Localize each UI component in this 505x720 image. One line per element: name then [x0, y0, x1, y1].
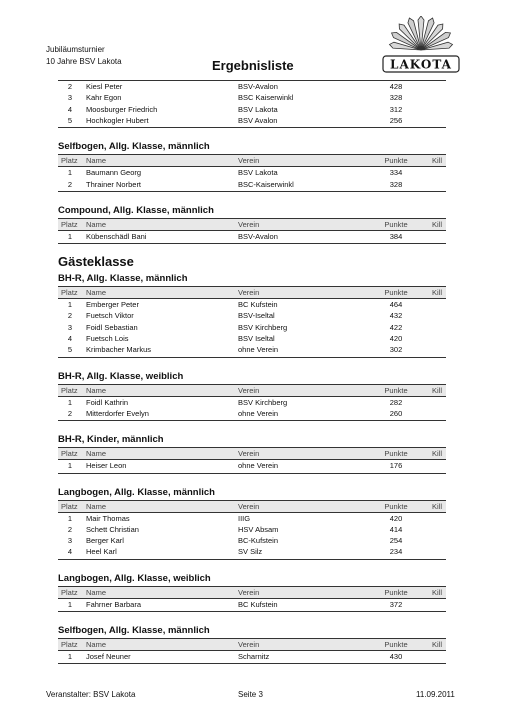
table-row	[58, 81, 446, 92]
table-row	[58, 524, 446, 535]
col-verein-header: Verein	[238, 288, 260, 298]
col-kill-header: Kill	[431, 640, 442, 649]
rank-cell: 1	[67, 461, 73, 471]
rank-cell: 3	[67, 536, 73, 546]
name-cell: Emberger Peter	[86, 300, 139, 310]
name-cell: Mair Thomas	[86, 513, 130, 523]
col-punkte-header: Punkte	[384, 385, 408, 395]
table-header-row	[58, 154, 446, 167]
col-kill-header: Kill	[431, 156, 442, 166]
table-row	[58, 344, 446, 355]
points-cell: 422	[389, 322, 403, 332]
table-row	[58, 92, 446, 103]
page-title: Ergebnisliste	[212, 58, 294, 73]
col-punkte-header: Punkte	[384, 156, 408, 166]
table-bottom-rule	[58, 663, 446, 664]
col-punkte-header: Punkte	[384, 219, 408, 229]
table-row	[58, 599, 446, 610]
col-verein-header: Verein	[238, 501, 260, 511]
section-heading: Langbogen, Allg. Klasse, männlich	[58, 486, 215, 498]
col-verein-header: Verein	[238, 587, 260, 597]
club-cell: BSV Lakota	[238, 168, 278, 178]
club-cell: BSV-Avalon	[238, 82, 278, 91]
name-cell: Foidl Sebastian	[86, 322, 138, 332]
rank-cell: 5	[67, 345, 73, 355]
rank-cell: 5	[67, 115, 73, 125]
group-heading: Gästeklasse	[58, 254, 134, 270]
name-cell: Heiser Leon	[86, 461, 127, 471]
club-cell: BSV-Iseltal	[238, 311, 275, 321]
col-platz-header: Platz	[61, 501, 78, 511]
club-cell: BSC-Kaiserwinkl	[238, 179, 294, 189]
table-row	[58, 535, 446, 546]
col-punkte-header: Punkte	[384, 640, 408, 649]
name-cell: Thrainer Norbert	[86, 179, 142, 189]
table-header-row	[58, 218, 446, 231]
points-cell: 464	[389, 300, 403, 310]
points-cell: 302	[389, 345, 403, 355]
table-row	[58, 310, 446, 321]
rank-cell: 3	[67, 322, 73, 332]
club-cell: ohne Verein	[238, 461, 279, 471]
col-verein-header: Verein	[238, 640, 260, 649]
logo-feathers	[389, 16, 453, 53]
points-cell: 312	[389, 104, 403, 114]
name-cell: Josef Neuner	[86, 652, 131, 661]
table-bottom-rule	[58, 191, 446, 192]
rank-cell: 4	[67, 104, 73, 114]
col-kill-header: Kill	[431, 219, 442, 229]
club-cell: IIIG	[238, 513, 251, 523]
name-cell: Hochkogler Hubert	[86, 115, 149, 125]
col-verein-header: Verein	[238, 156, 260, 166]
table-row	[58, 179, 446, 190]
rank-cell: 2	[67, 408, 73, 418]
name-cell: Krimbacher Markus	[86, 345, 152, 355]
club-cell: BSV Iseltal	[238, 334, 275, 343]
col-platz-header: Platz	[61, 219, 78, 229]
rank-cell: 1	[67, 231, 73, 241]
rank-cell: 1	[67, 513, 73, 523]
col-platz-header: Platz	[61, 288, 78, 298]
table-row	[58, 299, 446, 310]
footer-organizer: Veranstalter: BSV Lakota	[46, 690, 136, 699]
points-cell: 372	[389, 599, 403, 609]
col-verein-header: Verein	[238, 449, 260, 459]
club-cell: BSV Avalon	[238, 115, 278, 125]
club-cell: BC-Kufstein	[238, 536, 279, 546]
points-cell: 234	[389, 547, 403, 557]
col-punkte-header: Punkte	[384, 501, 408, 511]
points-cell: 428	[389, 82, 403, 91]
table-bottom-rule	[58, 357, 446, 358]
rank-cell: 1	[67, 168, 73, 178]
name-cell: Schett Christian	[86, 524, 139, 534]
points-cell: 414	[389, 524, 403, 534]
col-platz-header: Platz	[61, 156, 78, 166]
col-name-header: Name	[86, 449, 107, 459]
rank-cell: 2	[67, 82, 73, 91]
table-row	[58, 333, 446, 344]
club-cell: BC Kufstein	[238, 599, 278, 609]
col-name-header: Name	[86, 219, 107, 229]
col-name-header: Name	[86, 587, 107, 597]
points-cell: 176	[389, 461, 403, 471]
name-cell: Kahr Egon	[86, 93, 122, 103]
name-cell: Moosburger Friedrich	[86, 104, 158, 114]
rank-cell: 1	[67, 599, 73, 609]
name-cell: Fuetsch Viktor	[86, 311, 134, 321]
table-bottom-rule	[58, 243, 446, 244]
col-platz-header: Platz	[61, 587, 78, 597]
col-verein-header: Verein	[238, 385, 260, 395]
table-bottom-rule	[58, 559, 446, 560]
footer-date: 11.09.2011	[416, 690, 455, 699]
section-heading: BH-R, Allg. Klasse, männlich	[58, 273, 188, 285]
section-heading: Langbogen, Allg. Klasse, weiblich	[58, 572, 211, 584]
table-bottom-rule	[58, 611, 446, 612]
rank-cell: 2	[67, 311, 73, 321]
points-cell: 256	[389, 115, 403, 125]
name-cell: Heel Karl	[86, 547, 117, 557]
name-cell: Baumann Georg	[86, 168, 142, 178]
table-row	[58, 397, 446, 408]
name-cell: Fuetsch Lois	[86, 334, 129, 343]
club-cell: BC Kufstein	[238, 300, 278, 310]
event-name: Jubiläumsturnier	[46, 45, 105, 54]
table-row	[58, 546, 446, 557]
col-name-header: Name	[86, 288, 107, 298]
club-cell: BSC Kaiserwinkl	[238, 93, 294, 103]
table-row	[58, 104, 446, 115]
points-cell: 334	[389, 168, 403, 178]
club-cell: Scharnitz	[238, 652, 270, 661]
rank-cell: 4	[67, 547, 73, 557]
points-cell: 420	[389, 513, 403, 523]
col-kill-header: Kill	[431, 501, 442, 511]
col-kill-header: Kill	[431, 385, 442, 395]
points-cell: 430	[389, 652, 403, 661]
table-row	[58, 513, 446, 524]
table-row	[58, 651, 446, 662]
logo-lettering: LAKOTA	[390, 57, 452, 72]
club-cell: BSV-Avalon	[238, 231, 278, 241]
club-cell: HSV Absam	[238, 524, 279, 534]
rank-cell: 4	[67, 334, 73, 343]
club-cell: BSV Kirchberg	[238, 397, 288, 407]
table-row	[58, 167, 446, 178]
table-header-row	[58, 286, 446, 299]
col-name-header: Name	[86, 385, 107, 395]
col-name-header: Name	[86, 156, 107, 166]
col-name-header: Name	[86, 501, 107, 511]
table-header-row	[58, 638, 446, 651]
section-heading: BH-R, Allg. Klasse, weiblich	[58, 370, 184, 382]
section-heading: Selfbogen, Allg. Klasse, männlich	[58, 625, 210, 636]
table-bottom-rule	[58, 473, 446, 474]
points-cell: 384	[389, 231, 403, 241]
col-kill-header: Kill	[431, 288, 442, 298]
club-logo	[378, 16, 464, 78]
club-cell: BSV Kirchberg	[238, 322, 288, 332]
points-cell: 420	[389, 334, 403, 343]
col-punkte-header: Punkte	[384, 587, 408, 597]
table-header-row	[58, 500, 446, 513]
club-cell: BSV Lakota	[238, 104, 278, 114]
table-row	[58, 408, 446, 419]
name-cell: Kübenschädl Bani	[86, 231, 147, 241]
points-cell: 432	[389, 311, 403, 321]
col-kill-header: Kill	[431, 587, 442, 597]
table-header-row	[58, 384, 446, 397]
col-platz-header: Platz	[61, 449, 78, 459]
rank-cell: 2	[67, 524, 73, 534]
points-cell: 282	[389, 397, 403, 407]
footer-page-number: Seite 3	[238, 690, 263, 699]
points-cell: 328	[389, 93, 403, 103]
club-cell: ohne Verein	[238, 345, 279, 355]
col-name-header: Name	[86, 640, 107, 649]
col-kill-header: Kill	[431, 449, 442, 459]
name-cell: Kiesl Peter	[86, 82, 123, 91]
table-row	[58, 115, 446, 126]
club-cell: ohne Verein	[238, 408, 279, 418]
table-row	[58, 231, 446, 242]
name-cell: Foidl Kathrin	[86, 397, 129, 407]
col-platz-header: Platz	[61, 640, 78, 649]
section-heading: Selfbogen, Allg. Klasse, männlich	[58, 141, 210, 153]
points-cell: 328	[389, 179, 403, 189]
col-verein-header: Verein	[238, 219, 260, 229]
name-cell: Mitterdorfer Evelyn	[86, 408, 149, 418]
table-row	[58, 460, 446, 471]
points-cell: 260	[389, 408, 403, 418]
club-cell: SV Silz	[238, 547, 263, 557]
points-cell: 254	[389, 536, 403, 546]
table-bottom-rule	[58, 127, 446, 128]
section-heading: Compound, Allg. Klasse, männlich	[58, 204, 214, 216]
name-cell: Berger Karl	[86, 536, 124, 546]
table-bottom-rule	[58, 420, 446, 421]
rank-cell: 1	[67, 652, 73, 661]
col-punkte-header: Punkte	[384, 449, 408, 459]
col-platz-header: Platz	[61, 385, 78, 395]
event-subtitle: 10 Jahre BSV Lakota	[46, 57, 122, 66]
table-header-row	[58, 586, 446, 599]
rank-cell: 3	[67, 93, 73, 103]
name-cell: Fahrner Barbara	[86, 599, 142, 609]
rank-cell: 2	[67, 179, 73, 189]
section-heading: BH-R, Kinder, männlich	[58, 434, 164, 446]
rank-cell: 1	[67, 300, 73, 310]
rank-cell: 1	[67, 397, 73, 407]
table-header-row	[58, 447, 446, 460]
col-punkte-header: Punkte	[384, 288, 408, 298]
table-row	[58, 322, 446, 333]
